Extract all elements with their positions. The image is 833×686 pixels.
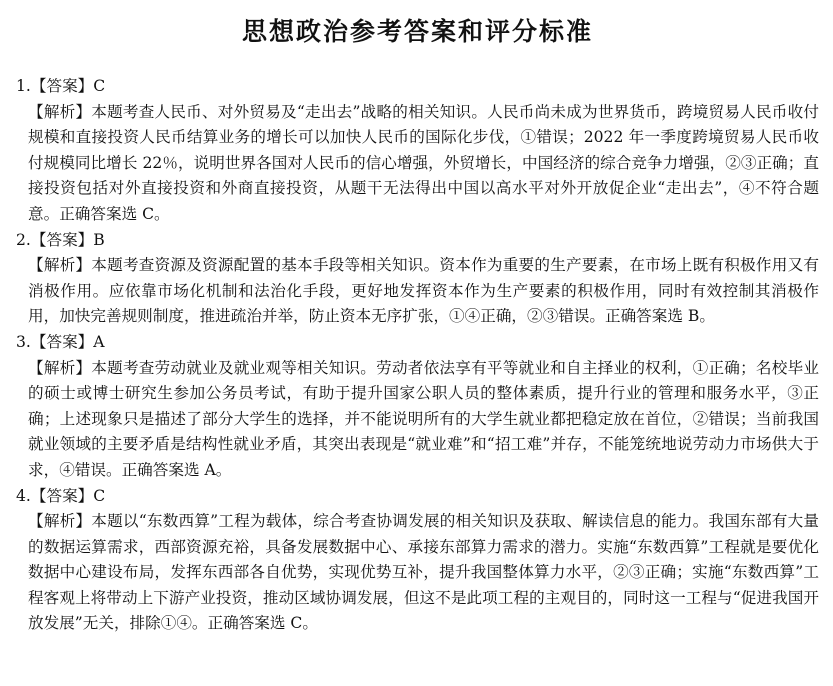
question-3 [16, 330, 819, 484]
answer-line [16, 330, 819, 356]
question-number: 2. [16, 230, 31, 249]
answer-value: C [93, 486, 106, 505]
answer-label: 【答案】 [30, 486, 94, 505]
answer-label: 【答案】 [30, 230, 94, 249]
answer-label: 【答案】 [30, 77, 94, 95]
answer-line [16, 228, 819, 254]
answer-line [16, 74, 819, 100]
answer-value: C [93, 77, 106, 95]
question-number: 1. [16, 77, 31, 95]
question-2 [16, 228, 819, 330]
analysis-text: 【解析】本题考查资源及资源配置的基本手段等相关知识。资本作为重要的生产要素，在市场上既有积极作用又有消极作用。应依靠市场化机制和法治化手段，更好地发挥资本作为生产要素的积极作用，同时有效控制其消极作用，加快完善规则制度，推进疏治并举，防止资本无序扩张，①④正确，②③错误。正确答案选 B。 [28, 256, 819, 326]
answer-line [16, 484, 819, 510]
analysis-text: 【解析】本题考查人民币、对外贸易及“走出去”战略的相关知识。人民币尚未成为世界货币，跨境贸易人民币收付规模和直接投资人民币结算业务的增长可以加快人民币的国际化步伐，①错误；2022 年一季度跨境贸易人民币收付规模同比增长 22％，说明世界各国对人民币的信心增强，外贸增长，中国经济的综合竞争力增强，②③正确；直接投资包括对外直接投资和外商直接投资，从题干无法得出中国以高水平对外开放促企业“走出去”，④不符合题意。正确答案选 C。 [28, 102, 819, 223]
document-title: 思想政治参考答案和评分标准 [241, 17, 593, 46]
answer-value: B [93, 230, 105, 249]
answer-value: A [93, 332, 105, 351]
question-4 [16, 484, 819, 638]
analysis-text: 【解析】本题考查劳动就业及就业观等相关知识。劳动者依法享有平等就业和自主择业的权利，①正确；名校毕业的硕士或博士研究生参加公务员考试，有助于提升国家公职人员的整体素质，提升行业的管理和服务水平，③正确；上述现象只是描述了部分大学生的选择，并不能说明所有的大学生就业都把稳定放在首位，②错误；当前我国就业领域的主要矛盾是结构性就业矛盾，其突出表现是“就业难”和“招工难”并存，不能笼统地说劳动力市场供大于求，④错误。正确答案选 A。 [28, 358, 819, 479]
analysis-text: 【解析】本题以“东数西算”工程为载体，综合考查协调发展的相关知识及获取、解读信息的能力。我国东部有大量的数据运算需求，西部资源充裕，具备发展数据中心、承接东部算力需求的潜力。实施“东数西算”工程就是要优化数据中心建设布局，发挥东西部各自优势，实现优势互补，提升我国整体算力水平，②③正确；实施“东数西算”工程客观上将带动上下游产业投资，推动区域协调发展，但这不是此项工程的主观目的，同时这一工程与“促进我国开放发展”无关，排除①④。正确答案选 C。 [28, 512, 819, 633]
question-number: 4. [16, 486, 31, 505]
question-number: 3. [16, 332, 31, 351]
question-1 [16, 74, 819, 228]
answer-label: 【答案】 [30, 332, 94, 351]
